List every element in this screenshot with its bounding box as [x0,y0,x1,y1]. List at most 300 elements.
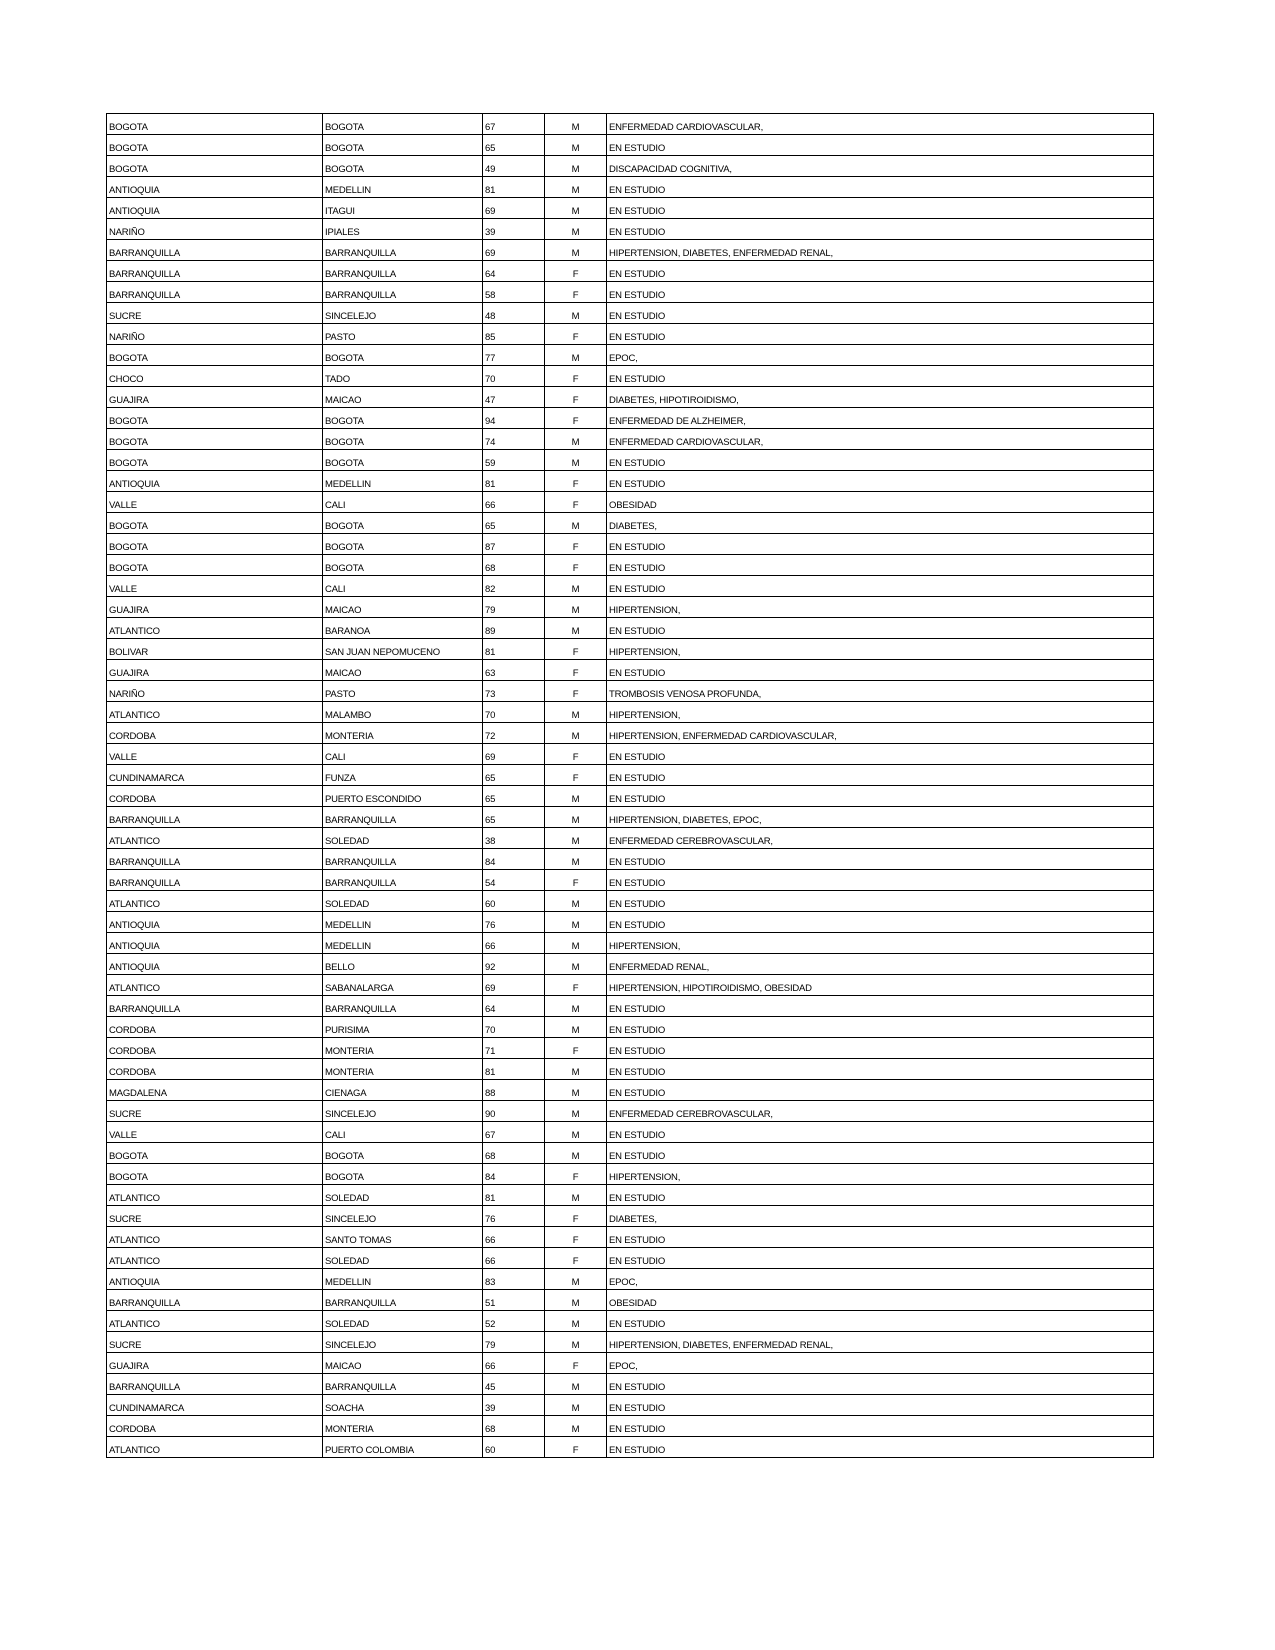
sex-cell: F [545,324,607,345]
age-cell: 65 [483,135,545,156]
table-row [107,1374,1154,1395]
sex-cell: M [545,1395,607,1416]
age-cell: 74 [483,429,545,450]
department-cell: CORDOBA [107,1059,323,1080]
department-cell: CORDOBA [107,1017,323,1038]
department-cell: ANTIOQUIA [107,954,323,975]
condition-cell: EN ESTUDIO [607,450,1154,471]
department-cell: GUAJIRA [107,1353,323,1374]
sex-cell: F [545,744,607,765]
table-row [107,1269,1154,1290]
condition-cell: HIPERTENSION, [607,639,1154,660]
department-cell: BARRANQUILLA [107,870,323,891]
municipality-cell: BARRANQUILLA [323,849,483,870]
sex-cell: M [545,513,607,534]
municipality-cell: MEDELLIN [323,1269,483,1290]
department-cell: ANTIOQUIA [107,1269,323,1290]
condition-cell: EN ESTUDIO [607,1311,1154,1332]
condition-cell: HIPERTENSION, HIPOTIROIDISMO, OBESIDAD [607,975,1154,996]
age-cell: 73 [483,681,545,702]
department-cell: ANTIOQUIA [107,471,323,492]
sex-cell: M [545,177,607,198]
table-row [107,639,1154,660]
sex-cell: M [545,1101,607,1122]
municipality-cell: BOGOTA [323,135,483,156]
age-cell: 69 [483,198,545,219]
department-cell: BARRANQUILLA [107,1374,323,1395]
condition-cell: EN ESTUDIO [607,366,1154,387]
municipality-cell: BOGOTA [323,1143,483,1164]
age-cell: 66 [483,492,545,513]
department-cell: CUNDINAMARCA [107,1395,323,1416]
sex-cell: M [545,786,607,807]
table-row [107,282,1154,303]
sex-cell: M [545,1269,607,1290]
table-row [107,135,1154,156]
municipality-cell: BARRANQUILLA [323,261,483,282]
department-cell: ATLANTICO [107,618,323,639]
sex-cell: F [545,387,607,408]
department-cell: SUCRE [107,1206,323,1227]
table-row [107,1248,1154,1269]
table-row [107,1437,1154,1458]
age-cell: 67 [483,1122,545,1143]
sex-cell: M [545,1080,607,1101]
department-cell: SUCRE [107,1332,323,1353]
age-cell: 65 [483,807,545,828]
municipality-cell: BOGOTA [323,345,483,366]
sex-cell: F [545,1038,607,1059]
municipality-cell: MEDELLIN [323,933,483,954]
age-cell: 59 [483,450,545,471]
municipality-cell: MONTERIA [323,1059,483,1080]
sex-cell: M [545,240,607,261]
age-cell: 92 [483,954,545,975]
department-cell: GUAJIRA [107,660,323,681]
sex-cell: M [545,912,607,933]
municipality-cell: SAN JUAN NEPOMUCENO [323,639,483,660]
municipality-cell: BARRANQUILLA [323,996,483,1017]
sex-cell: M [545,891,607,912]
table-row [107,1332,1154,1353]
sex-cell: F [545,1248,607,1269]
municipality-cell: MEDELLIN [323,471,483,492]
sex-cell: M [545,429,607,450]
department-cell: BOGOTA [107,513,323,534]
municipality-cell: BOGOTA [323,450,483,471]
department-cell: VALLE [107,1122,323,1143]
department-cell: BOGOTA [107,135,323,156]
municipality-cell: PUERTO COLOMBIA [323,1437,483,1458]
department-cell: CORDOBA [107,1038,323,1059]
condition-cell: HIPERTENSION, DIABETES, EPOC, [607,807,1154,828]
department-cell: BARRANQUILLA [107,849,323,870]
age-cell: 81 [483,1185,545,1206]
age-cell: 68 [483,1416,545,1437]
age-cell: 52 [483,1311,545,1332]
sex-cell: F [545,1164,607,1185]
sex-cell: F [545,555,607,576]
age-cell: 89 [483,618,545,639]
department-cell: ANTIOQUIA [107,933,323,954]
records-body [107,114,1154,1458]
age-cell: 39 [483,219,545,240]
condition-cell: ENFERMEDAD RENAL, [607,954,1154,975]
department-cell: SUCRE [107,1101,323,1122]
department-cell: ATLANTICO [107,828,323,849]
sex-cell: F [545,1353,607,1374]
department-cell: BOGOTA [107,429,323,450]
sex-cell: M [545,1122,607,1143]
condition-cell: TROMBOSIS VENOSA PROFUNDA, [607,681,1154,702]
table-row [107,723,1154,744]
sex-cell: M [545,1374,607,1395]
municipality-cell: MAICAO [323,387,483,408]
sex-cell: F [545,681,607,702]
condition-cell: OBESIDAD [607,1290,1154,1311]
condition-cell: EN ESTUDIO [607,177,1154,198]
municipality-cell: CALI [323,492,483,513]
sex-cell: F [545,1227,607,1248]
table-row [107,1017,1154,1038]
table-row [107,198,1154,219]
condition-cell: EN ESTUDIO [607,996,1154,1017]
municipality-cell: SOLEDAD [323,828,483,849]
department-cell: ATLANTICO [107,1227,323,1248]
age-cell: 72 [483,723,545,744]
condition-cell: HIPERTENSION, [607,702,1154,723]
table-row [107,576,1154,597]
age-cell: 76 [483,912,545,933]
table-row [107,765,1154,786]
age-cell: 68 [483,1143,545,1164]
table-row [107,324,1154,345]
age-cell: 60 [483,1437,545,1458]
age-cell: 67 [483,114,545,135]
condition-cell: HIPERTENSION, DIABETES, ENFERMEDAD RENAL, [607,1332,1154,1353]
municipality-cell: BARRANQUILLA [323,282,483,303]
department-cell: ANTIOQUIA [107,177,323,198]
age-cell: 79 [483,1332,545,1353]
municipality-cell: PURISIMA [323,1017,483,1038]
table-row [107,177,1154,198]
sex-cell: F [545,660,607,681]
municipality-cell: MAICAO [323,660,483,681]
age-cell: 60 [483,891,545,912]
sex-cell: F [545,366,607,387]
age-cell: 47 [483,387,545,408]
department-cell: VALLE [107,576,323,597]
condition-cell: EN ESTUDIO [607,1227,1154,1248]
age-cell: 84 [483,1164,545,1185]
sex-cell: M [545,219,607,240]
sex-cell: M [545,597,607,618]
condition-cell: EN ESTUDIO [607,135,1154,156]
sex-cell: F [545,639,607,660]
sex-cell: M [545,1416,607,1437]
table-row [107,261,1154,282]
age-cell: 39 [483,1395,545,1416]
municipality-cell: BARANOA [323,618,483,639]
table-row [107,450,1154,471]
age-cell: 87 [483,534,545,555]
department-cell: GUAJIRA [107,387,323,408]
sex-cell: M [545,576,607,597]
sex-cell: M [545,1143,607,1164]
table-row [107,702,1154,723]
condition-cell: EN ESTUDIO [607,1038,1154,1059]
sex-cell: M [545,135,607,156]
sex-cell: M [545,114,607,135]
department-cell: BOGOTA [107,114,323,135]
age-cell: 66 [483,1227,545,1248]
municipality-cell: CIENAGA [323,1080,483,1101]
department-cell: ANTIOQUIA [107,912,323,933]
department-cell: NARIÑO [107,681,323,702]
sex-cell: M [545,723,607,744]
condition-cell: ENFERMEDAD CEREBROVASCULAR, [607,828,1154,849]
municipality-cell: BOGOTA [323,114,483,135]
sex-cell: M [545,345,607,366]
sex-cell: M [545,996,607,1017]
municipality-cell: FUNZA [323,765,483,786]
department-cell: BARRANQUILLA [107,1290,323,1311]
table-row [107,975,1154,996]
condition-cell: DIABETES, [607,1206,1154,1227]
age-cell: 94 [483,408,545,429]
condition-cell: EPOC, [607,345,1154,366]
municipality-cell: SINCELEJO [323,1332,483,1353]
sex-cell: F [545,1206,607,1227]
condition-cell: EN ESTUDIO [607,660,1154,681]
sex-cell: F [545,534,607,555]
sex-cell: M [545,849,607,870]
condition-cell: EN ESTUDIO [607,1059,1154,1080]
department-cell: NARIÑO [107,219,323,240]
table-row [107,114,1154,135]
sex-cell: M [545,618,607,639]
municipality-cell: SINCELEJO [323,1101,483,1122]
age-cell: 38 [483,828,545,849]
table-row [107,807,1154,828]
municipality-cell: CALI [323,1122,483,1143]
table-row [107,345,1154,366]
department-cell: BOGOTA [107,156,323,177]
municipality-cell: SOLEDAD [323,1311,483,1332]
sex-cell: F [545,261,607,282]
department-cell: BARRANQUILLA [107,996,323,1017]
department-cell: BOGOTA [107,534,323,555]
condition-cell: EN ESTUDIO [607,618,1154,639]
municipality-cell: PASTO [323,681,483,702]
condition-cell: EN ESTUDIO [607,576,1154,597]
sex-cell: M [545,933,607,954]
department-cell: SUCRE [107,303,323,324]
sex-cell: F [545,408,607,429]
municipality-cell: BARRANQUILLA [323,240,483,261]
department-cell: NARIÑO [107,324,323,345]
department-cell: GUAJIRA [107,597,323,618]
municipality-cell: BELLO [323,954,483,975]
department-cell: BOGOTA [107,450,323,471]
age-cell: 70 [483,1017,545,1038]
table-row [107,1038,1154,1059]
municipality-cell: MONTERIA [323,1038,483,1059]
sex-cell: F [545,765,607,786]
municipality-cell: CALI [323,576,483,597]
table-row [107,1290,1154,1311]
sex-cell: M [545,1059,607,1080]
department-cell: BARRANQUILLA [107,282,323,303]
sex-cell: M [545,1290,607,1311]
age-cell: 64 [483,261,545,282]
age-cell: 48 [483,303,545,324]
condition-cell: EN ESTUDIO [607,303,1154,324]
age-cell: 79 [483,597,545,618]
condition-cell: ENFERMEDAD CARDIOVASCULAR, [607,429,1154,450]
department-cell: ATLANTICO [107,1248,323,1269]
condition-cell: EN ESTUDIO [607,765,1154,786]
condition-cell: EN ESTUDIO [607,891,1154,912]
condition-cell: EN ESTUDIO [607,471,1154,492]
table-row [107,870,1154,891]
age-cell: 65 [483,765,545,786]
condition-cell: EN ESTUDIO [607,1143,1154,1164]
condition-cell: HIPERTENSION, [607,933,1154,954]
department-cell: BOGOTA [107,408,323,429]
table-row [107,1206,1154,1227]
age-cell: 81 [483,1059,545,1080]
sex-cell: F [545,471,607,492]
municipality-cell: BOGOTA [323,555,483,576]
age-cell: 88 [483,1080,545,1101]
municipality-cell: SANTO TOMAS [323,1227,483,1248]
condition-cell: EN ESTUDIO [607,1248,1154,1269]
condition-cell: ENFERMEDAD CARDIOVASCULAR, [607,114,1154,135]
condition-cell: EN ESTUDIO [607,1185,1154,1206]
table-row [107,660,1154,681]
table-row [107,618,1154,639]
municipality-cell: BOGOTA [323,513,483,534]
sex-cell: M [545,702,607,723]
municipality-cell: MEDELLIN [323,177,483,198]
condition-cell: DISCAPACIDAD COGNITIVA, [607,156,1154,177]
table-row [107,303,1154,324]
age-cell: 69 [483,240,545,261]
municipality-cell: PASTO [323,324,483,345]
age-cell: 65 [483,513,545,534]
condition-cell: EN ESTUDIO [607,849,1154,870]
table-row [107,534,1154,555]
municipality-cell: MALAMBO [323,702,483,723]
department-cell: CORDOBA [107,786,323,807]
department-cell: BARRANQUILLA [107,261,323,282]
municipality-cell: BOGOTA [323,534,483,555]
municipality-cell: SOLEDAD [323,891,483,912]
age-cell: 77 [483,345,545,366]
age-cell: 85 [483,324,545,345]
department-cell: CORDOBA [107,723,323,744]
condition-cell: ENFERMEDAD CEREBROVASCULAR, [607,1101,1154,1122]
table-row [107,471,1154,492]
table-row [107,156,1154,177]
department-cell: VALLE [107,744,323,765]
age-cell: 66 [483,1248,545,1269]
age-cell: 54 [483,870,545,891]
municipality-cell: MEDELLIN [323,912,483,933]
condition-cell: EN ESTUDIO [607,555,1154,576]
municipality-cell: BARRANQUILLA [323,807,483,828]
condition-cell: HIPERTENSION, DIABETES, ENFERMEDAD RENAL, [607,240,1154,261]
department-cell: BOGOTA [107,1164,323,1185]
table-row [107,1101,1154,1122]
municipality-cell: BOGOTA [323,156,483,177]
table-row [107,387,1154,408]
department-cell: ATLANTICO [107,1311,323,1332]
department-cell: ATLANTICO [107,891,323,912]
condition-cell: EN ESTUDIO [607,1437,1154,1458]
age-cell: 63 [483,660,545,681]
age-cell: 90 [483,1101,545,1122]
age-cell: 82 [483,576,545,597]
sex-cell: M [545,954,607,975]
age-cell: 68 [483,555,545,576]
age-cell: 81 [483,639,545,660]
department-cell: ANTIOQUIA [107,198,323,219]
condition-cell: HIPERTENSION, ENFERMEDAD CARDIOVASCULAR, [607,723,1154,744]
sex-cell: M [545,1332,607,1353]
table-row [107,786,1154,807]
condition-cell: EN ESTUDIO [607,1017,1154,1038]
condition-cell: EN ESTUDIO [607,786,1154,807]
municipality-cell: BARRANQUILLA [323,1290,483,1311]
age-cell: 83 [483,1269,545,1290]
table-row [107,1353,1154,1374]
table-row [107,828,1154,849]
table-row [107,681,1154,702]
age-cell: 64 [483,996,545,1017]
age-cell: 65 [483,786,545,807]
table-row [107,891,1154,912]
condition-cell: EN ESTUDIO [607,198,1154,219]
sex-cell: M [545,303,607,324]
age-cell: 81 [483,177,545,198]
department-cell: BOLIVAR [107,639,323,660]
municipality-cell: MONTERIA [323,723,483,744]
sex-cell: F [545,282,607,303]
department-cell: ATLANTICO [107,1185,323,1206]
department-cell: ATLANTICO [107,1437,323,1458]
department-cell: CORDOBA [107,1416,323,1437]
table-row [107,912,1154,933]
age-cell: 66 [483,1353,545,1374]
age-cell: 51 [483,1290,545,1311]
municipality-cell: BOGOTA [323,1164,483,1185]
sex-cell: M [545,450,607,471]
condition-cell: EN ESTUDIO [607,1395,1154,1416]
condition-cell: HIPERTENSION, [607,597,1154,618]
municipality-cell: CALI [323,744,483,765]
condition-cell: EN ESTUDIO [607,912,1154,933]
table-row [107,1395,1154,1416]
sex-cell: F [545,870,607,891]
table-row [107,1185,1154,1206]
table-row [107,1311,1154,1332]
age-cell: 81 [483,471,545,492]
table-row [107,555,1154,576]
sex-cell: M [545,1185,607,1206]
condition-cell: DIABETES, [607,513,1154,534]
